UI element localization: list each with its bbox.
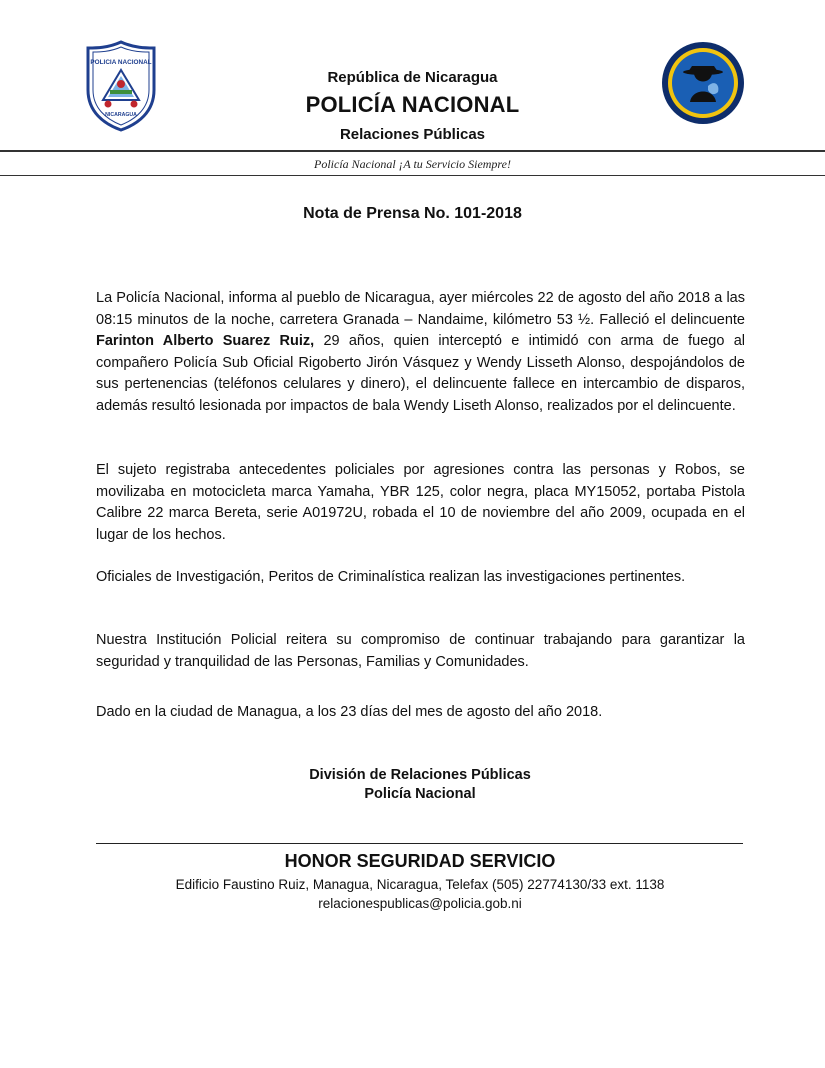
paragraph-date: Dado en la ciudad de Managua, a los 23 días del mes de agosto del año 2018.	[96, 704, 603, 720]
header-slogan: Policía Nacional ¡A tu Servicio Siempre!	[314, 157, 511, 171]
signature-division: División de Relaciones Públicas	[309, 767, 531, 783]
paragraph-incident	[96, 288, 745, 417]
paragraph-background: El sujeto registraba antecedentes policiales por agresiones contra las personas y Robos, se movilizaba en motocicleta marca Yamaha, YBR 125, color negra, placa MY15052, portaba Pistola Calibre 22 marca Bereta, serie A01972U, robada el 10 de noviembre del año 2009, ocupada en el lugar de los hechos.	[96, 462, 745, 543]
paragraph-incident-rest: 29 años, quien interceptó e intimidó con arma de fuego al compañero Policía Sub Oficial Rigoberto Jirón Vásquez y Wendy Lisseth Alonso, despojándolos de sus pertenencias (teléfonos celulares y dinero), el delincuente fallece en intercambio de disparos, además resultó lesionada por impactos de bala Wendy Liseth Alonso, realizados por el delincuente.	[96, 333, 745, 414]
suspect-name: Farinton Alberto Suarez Ruiz,	[96, 333, 315, 349]
footer-email: relacionespublicas@policia.gob.ni	[318, 896, 522, 911]
header-department: Relaciones Públicas	[339, 126, 486, 143]
shield-top-text: POLICIA NACIONAL	[90, 59, 152, 66]
signature-institution: Policía Nacional	[364, 786, 476, 802]
policia-nacional-shield-icon	[84, 40, 158, 132]
paragraph-investigation: Oficiales de Investigación, Peritos de Criminalística realizan las investigaciones pertinentes.	[96, 569, 686, 585]
footer-divider	[96, 843, 743, 844]
shield-bottom-text: NICARAGUA	[105, 112, 137, 118]
paragraph-incident-intro: La Policía Nacional, informa al pueblo de Nicaragua, ayer miércoles 22 de agosto del año 2018 a las 08:15 minutos de la noche, carretera Granada – Nandaime, kilómetro 53 ½. Falleció el delincuente	[96, 290, 745, 328]
paragraph-commitment: Nuestra Institución Policial reitera su compromiso de continuar trabajando para garantizar la seguridad y tranquilidad de las Personas, Familias y Comunidades.	[96, 632, 745, 670]
header-country: República de Nicaragua	[327, 69, 498, 86]
header-organization: POLICÍA NACIONAL	[305, 92, 520, 117]
footer-address: Edificio Faustino Ruiz, Managua, Nicaragua, Telefax (505) 22774130/33 ext. 1138	[175, 877, 665, 892]
header-divider	[0, 150, 825, 152]
press-note-title: Nota de Prensa No. 101-2018	[303, 205, 522, 222]
slogan-divider	[0, 175, 825, 176]
footer-motto: HONOR SEGURIDAD SERVICIO	[284, 851, 556, 871]
